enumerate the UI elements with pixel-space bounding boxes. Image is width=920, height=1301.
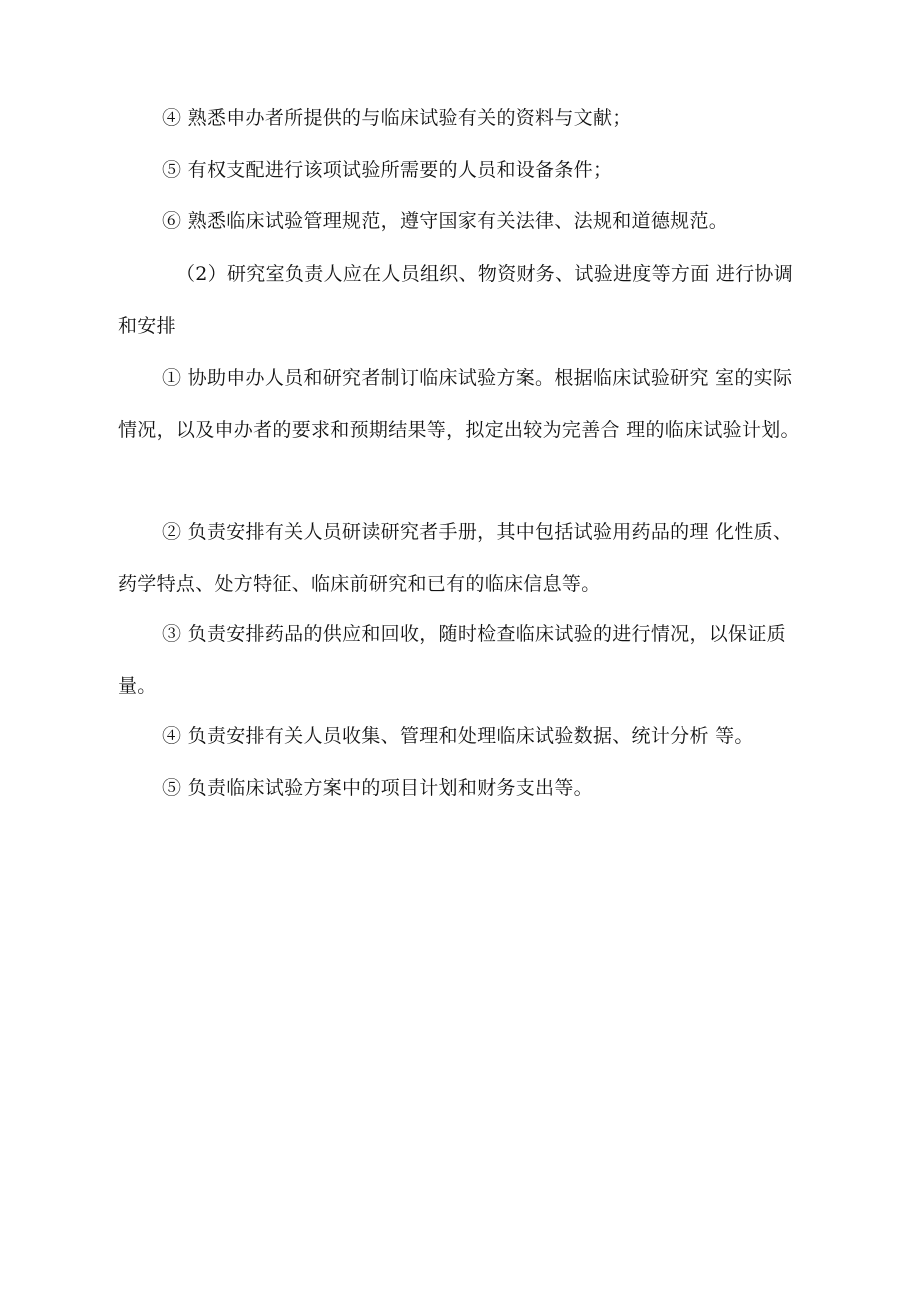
section-heading-2: （2）研究室负责人应在人员组织、物资财务、试验进度等方面 进行协调和安排 [118,263,794,337]
paragraph-item-5: ⑤ 有权支配进行该项试验所需要的人员和设备条件； [162,159,613,181]
paragraph-sub-3: ③ 负责安排药品的供应和回收，随时检查临床试验的进行情况，以保证质量。 [118,623,786,697]
paragraph-sub-4: ④ 负责安排有关人员收集、管理和处理临床试验数据、统计分析 等。 [162,725,754,747]
paragraph-sub-2: ② 负责安排有关人员研读研究者手册，其中包括试验用药品的理 化性质、药学特点、处方特征、临床前研究和已有的临床信息等。 [118,521,793,595]
paragraph-sub-5: ⑤ 负责临床试验方案中的项目计划和财务支出等。 [162,777,593,799]
paragraph-item-4: ④ 熟悉申办者所提供的与临床试验有关的资料与文献； [162,107,632,129]
paragraph-sub-1: ① 协助申办人员和研究者制订临床试验方案。根据临床试验研究 室的实际情况，以及申办者的要求和预期结果等，拟定出较为完善合 理的临床试验计划。 [118,367,800,441]
paragraph-item-6: ⑥ 熟悉临床试验管理规范，遵守国家有关法律、法规和道德规范。 [162,210,729,232]
